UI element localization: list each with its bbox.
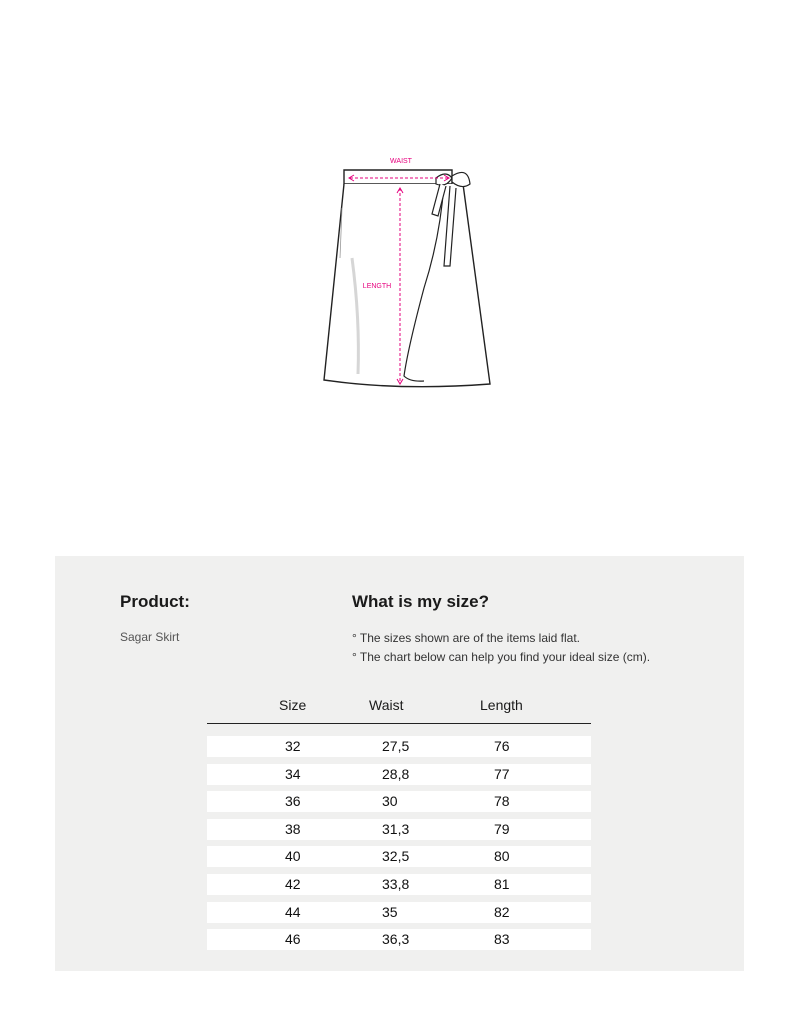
table-row bbox=[207, 846, 591, 867]
note-chart-help: ° The chart below can help you find your ideal size (cm). bbox=[352, 650, 651, 664]
tie-loop-right bbox=[452, 172, 470, 186]
product-heading: Product: bbox=[120, 592, 190, 611]
table-row bbox=[207, 764, 591, 785]
size-notes bbox=[352, 629, 650, 667]
cell-size: 32 bbox=[285, 738, 301, 754]
size-heading: What is my size? bbox=[352, 592, 489, 611]
cell-length: 80 bbox=[494, 848, 510, 865]
size-info-panel bbox=[55, 556, 744, 971]
header-length: Length bbox=[480, 697, 523, 713]
cell-size: 34 bbox=[285, 765, 301, 782]
table-row bbox=[207, 736, 591, 757]
length-label: LENGTH bbox=[362, 283, 392, 290]
cell-length: 79 bbox=[494, 820, 510, 837]
cell-length: 76 bbox=[494, 738, 510, 754]
cell-waist: 35 bbox=[382, 903, 398, 920]
table-row bbox=[207, 874, 591, 895]
cell-length: 82 bbox=[494, 903, 510, 920]
table-row bbox=[207, 929, 591, 950]
header-waist: Waist bbox=[369, 697, 404, 713]
size-table-body bbox=[207, 736, 591, 950]
header-size: Size bbox=[279, 697, 307, 713]
cell-size: 36 bbox=[285, 793, 301, 810]
cell-size: 40 bbox=[285, 848, 301, 865]
cell-length: 81 bbox=[494, 875, 510, 892]
cell-waist: 31,3 bbox=[382, 820, 410, 837]
cell-waist: 28,8 bbox=[382, 765, 410, 782]
cell-waist: 27,5 bbox=[382, 738, 410, 754]
cell-waist: 30 bbox=[382, 793, 398, 810]
cell-length: 83 bbox=[494, 931, 510, 948]
product-name: Sagar Skirt bbox=[120, 630, 180, 644]
cell-length: 78 bbox=[494, 793, 510, 810]
skirt-diagram bbox=[300, 148, 500, 398]
cell-size: 38 bbox=[285, 820, 301, 837]
table-row bbox=[207, 902, 591, 923]
cell-waist: 33,8 bbox=[382, 875, 410, 892]
table-row bbox=[207, 791, 591, 812]
table-row bbox=[207, 819, 591, 840]
cell-size: 44 bbox=[285, 903, 301, 920]
cell-size: 42 bbox=[285, 875, 301, 892]
cell-length: 77 bbox=[494, 765, 510, 782]
size-table bbox=[207, 692, 591, 957]
cell-waist: 36,3 bbox=[382, 931, 410, 948]
cell-size: 46 bbox=[285, 931, 301, 948]
waist-label: WAIST bbox=[390, 158, 412, 165]
size-table-header bbox=[207, 692, 591, 724]
cell-waist: 32,5 bbox=[382, 848, 410, 865]
note-laid-flat: ° The sizes shown are of the items laid flat. bbox=[352, 631, 581, 645]
